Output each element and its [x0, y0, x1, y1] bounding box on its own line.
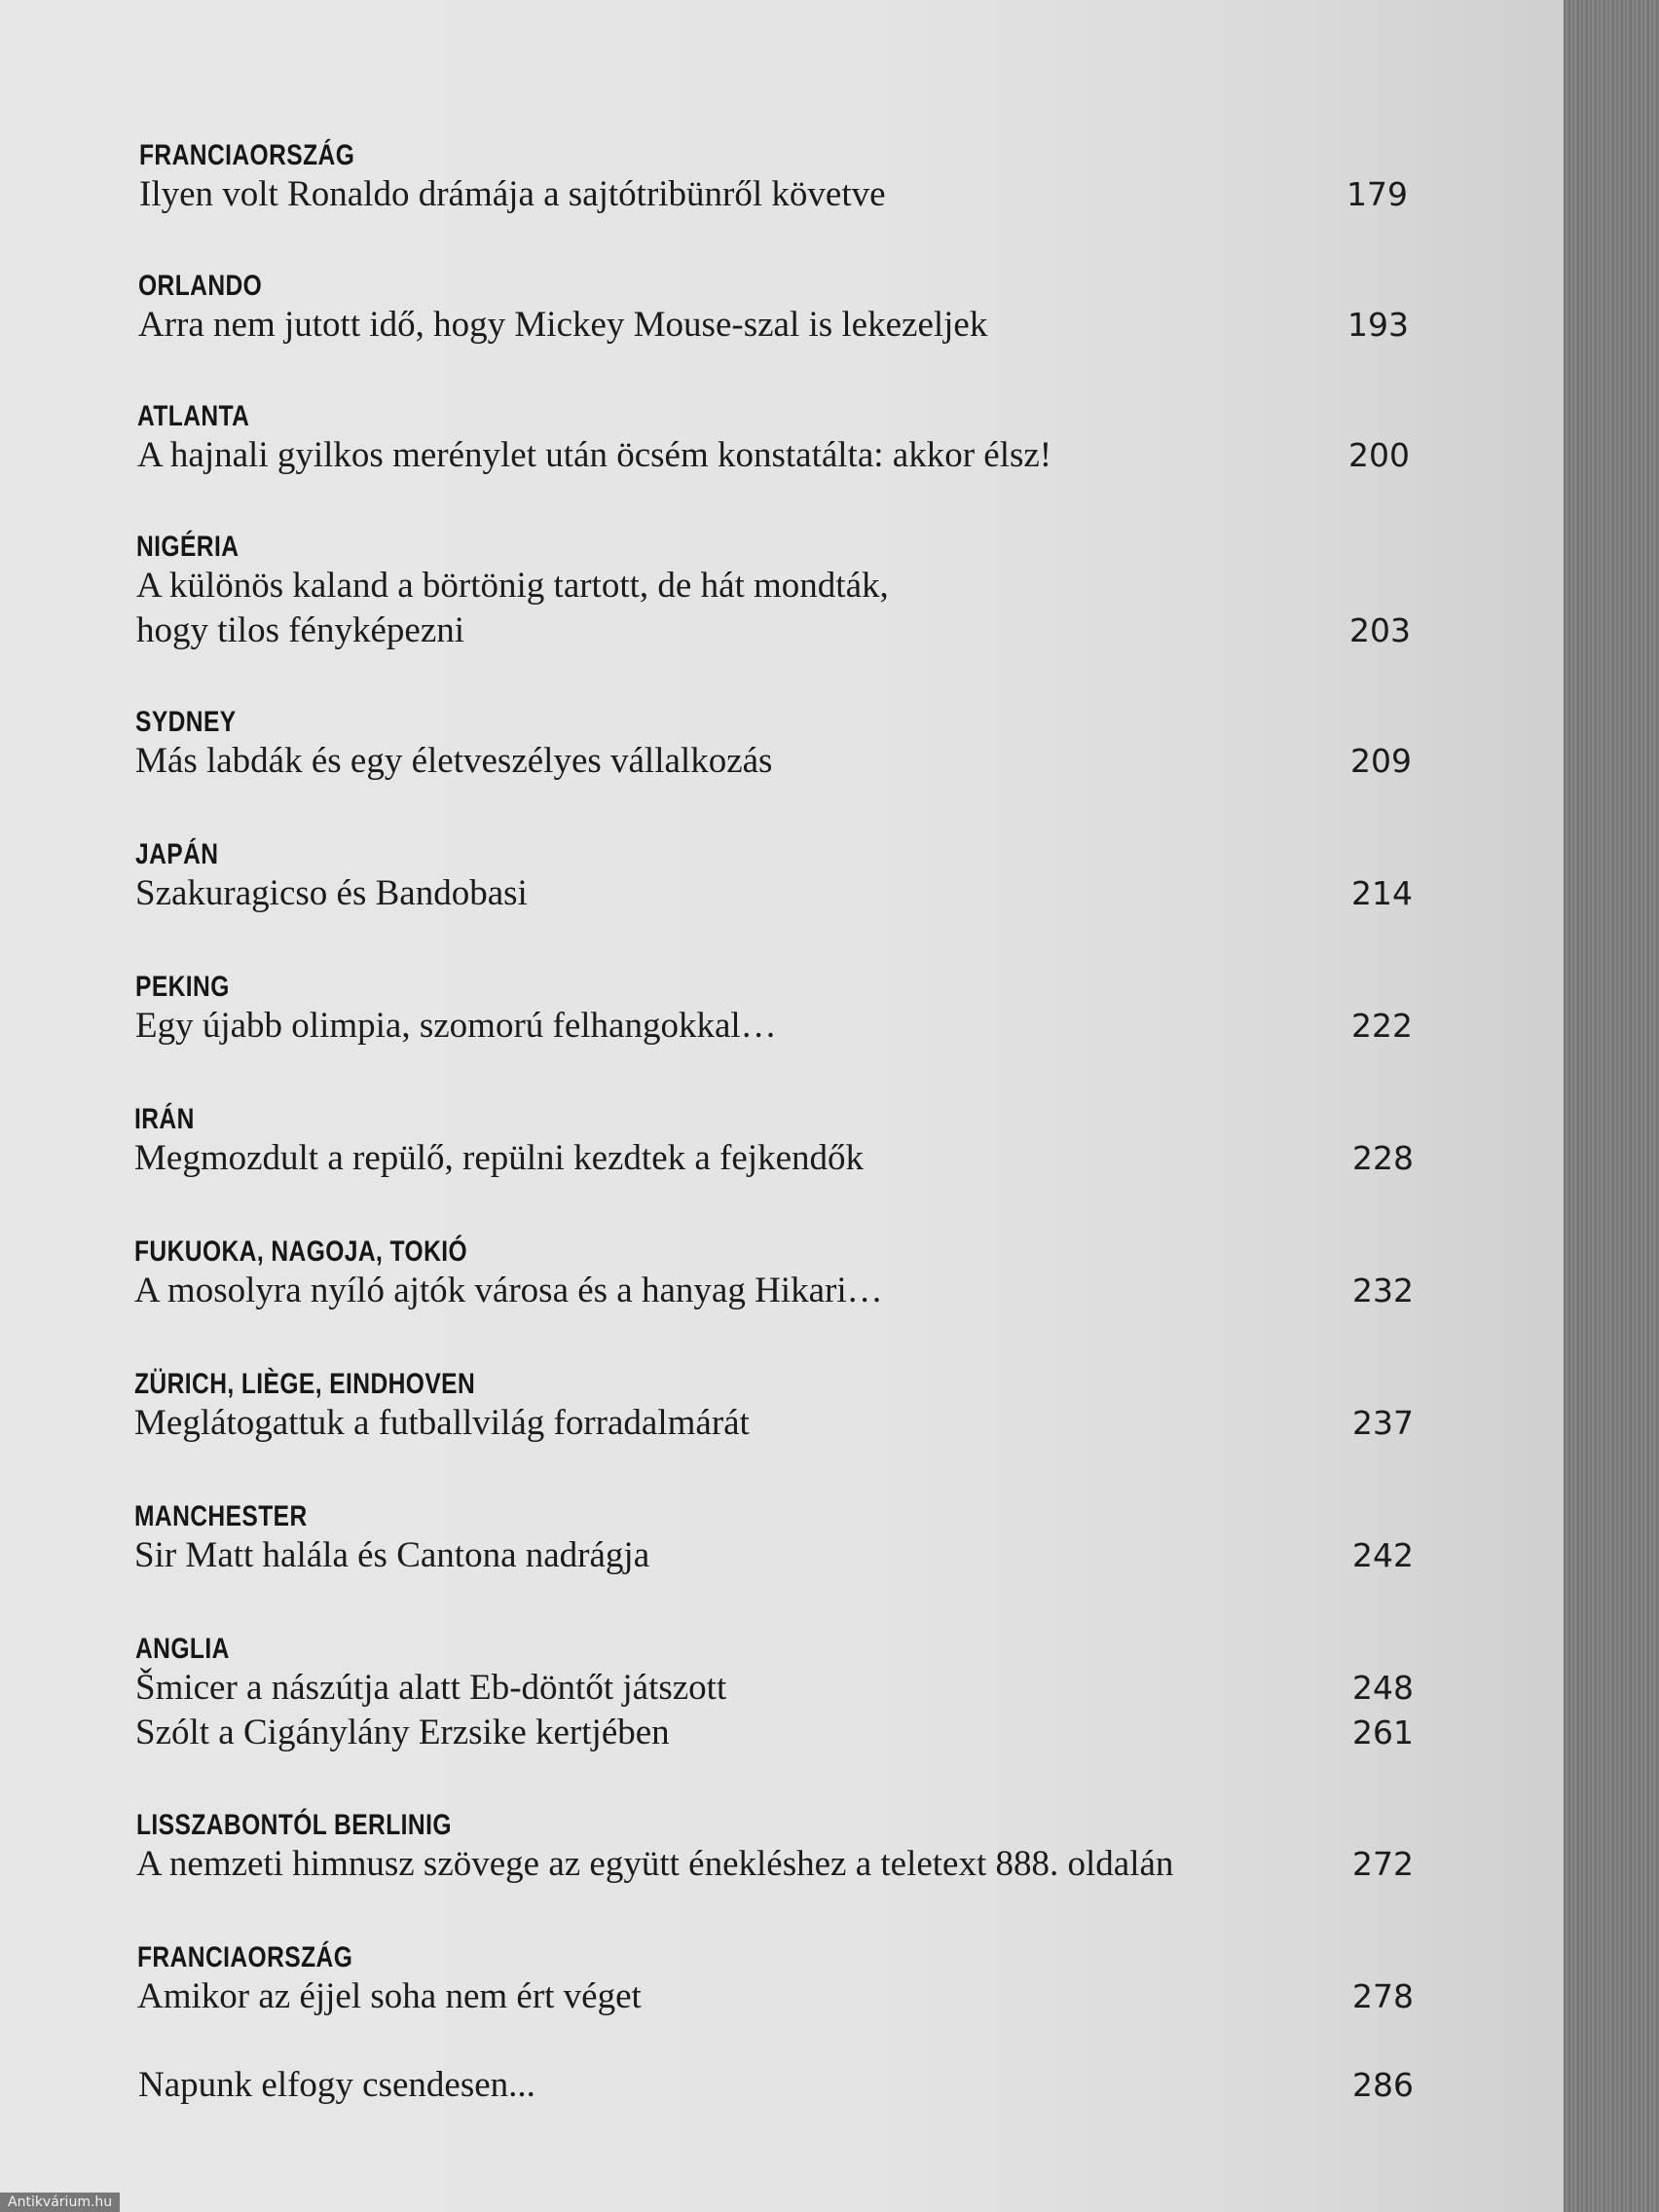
- toc-title: hogy tilos fényképezni: [136, 610, 465, 650]
- toc-page-number: 228: [1352, 1139, 1414, 1177]
- toc-title: Szólt a Cigánylány Erzsike kertjében: [135, 1713, 670, 1752]
- toc-heading: NIGÉRIA: [136, 531, 240, 563]
- toc-title: Šmicer a nászútja alatt Eb-döntőt játszott: [135, 1668, 727, 1708]
- toc-title: Szakuragicso és Bandobasi: [135, 873, 528, 913]
- toc-page-number: 278: [1352, 1977, 1414, 2015]
- toc-title: A nemzeti himnusz szövege az együtt énekléshez a teletext 888. oldalán: [136, 1844, 1174, 1884]
- toc-heading: LISSZABONTÓL BERLINIG: [136, 1809, 452, 1841]
- toc-heading: SYDNEY: [135, 706, 237, 738]
- toc-title: Sir Matt halála és Cantona nadrágja: [134, 1535, 650, 1575]
- toc-heading: JAPÁN: [135, 838, 219, 870]
- toc-page-number: 200: [1348, 436, 1410, 474]
- toc-title: Meglátogattuk a futballvilág forradalmárát: [134, 1403, 750, 1443]
- toc-heading: ATLANTA: [137, 400, 250, 432]
- toc-title: Más labdák és egy életveszélyes vállalkozás: [135, 741, 773, 781]
- toc-page-number: 237: [1352, 1404, 1414, 1442]
- toc-title: Megmozdult a repülő, repülni kezdtek a fejkendők: [134, 1138, 864, 1178]
- toc-title: A hajnali gyilkos merénylet után öcsém konstatálta: akkor élsz!: [137, 435, 1052, 475]
- toc-page-number: 222: [1351, 1007, 1413, 1045]
- toc-heading: FUKUOKA, NAGOJA, TOKIÓ: [134, 1235, 468, 1268]
- toc-title: Ilyen volt Ronaldo drámája a sajtótribünről követve: [139, 174, 886, 214]
- toc-page-number: 232: [1352, 1272, 1414, 1309]
- page-stack-edge: [1564, 0, 1659, 2212]
- toc-title: A mosolyra nyíló ajtók városa és a hanyag Hikari…: [134, 1271, 883, 1310]
- toc-heading: FRANCIAORSZÁG: [139, 139, 355, 171]
- toc-heading: PEKING: [135, 971, 230, 1003]
- toc-heading: ORLANDO: [138, 270, 263, 302]
- toc-page-number: 203: [1349, 611, 1411, 649]
- toc-title: Arra nem jutott idő, hogy Mickey Mouse-szal is lekezeljek: [138, 305, 988, 345]
- toc-page-number: 272: [1352, 1845, 1414, 1883]
- toc-title: Napunk elfogy csendesen...: [138, 2065, 535, 2105]
- toc-page-number: 248: [1352, 1669, 1414, 1707]
- watermark: Antikvárium.hu: [0, 2193, 120, 2212]
- toc-heading: MANCHESTER: [134, 1500, 308, 1532]
- toc-heading: IRÁN: [134, 1103, 195, 1135]
- toc-heading: ZÜRICH, LIÈGE, EINDHOVEN: [134, 1368, 476, 1400]
- toc-title: Amikor az éjjel soha nem ért véget: [137, 1976, 642, 2016]
- toc-title: A különös kaland a börtönig tartott, de hát mondták,: [136, 566, 889, 606]
- toc-page-number: 261: [1352, 1714, 1414, 1751]
- toc-heading: ANGLIA: [135, 1633, 230, 1665]
- toc-page-number: 242: [1352, 1536, 1414, 1574]
- toc-page-number: 179: [1346, 175, 1408, 213]
- toc-heading: FRANCIAORSZÁG: [137, 1941, 353, 1973]
- toc-page-number: 214: [1351, 874, 1413, 912]
- toc-page-number: 286: [1352, 2066, 1414, 2104]
- toc-title: Egy újabb olimpia, szomorú felhangokkal…: [135, 1006, 777, 1046]
- toc-page-number: 193: [1347, 306, 1409, 344]
- toc-page-number: 209: [1350, 742, 1412, 780]
